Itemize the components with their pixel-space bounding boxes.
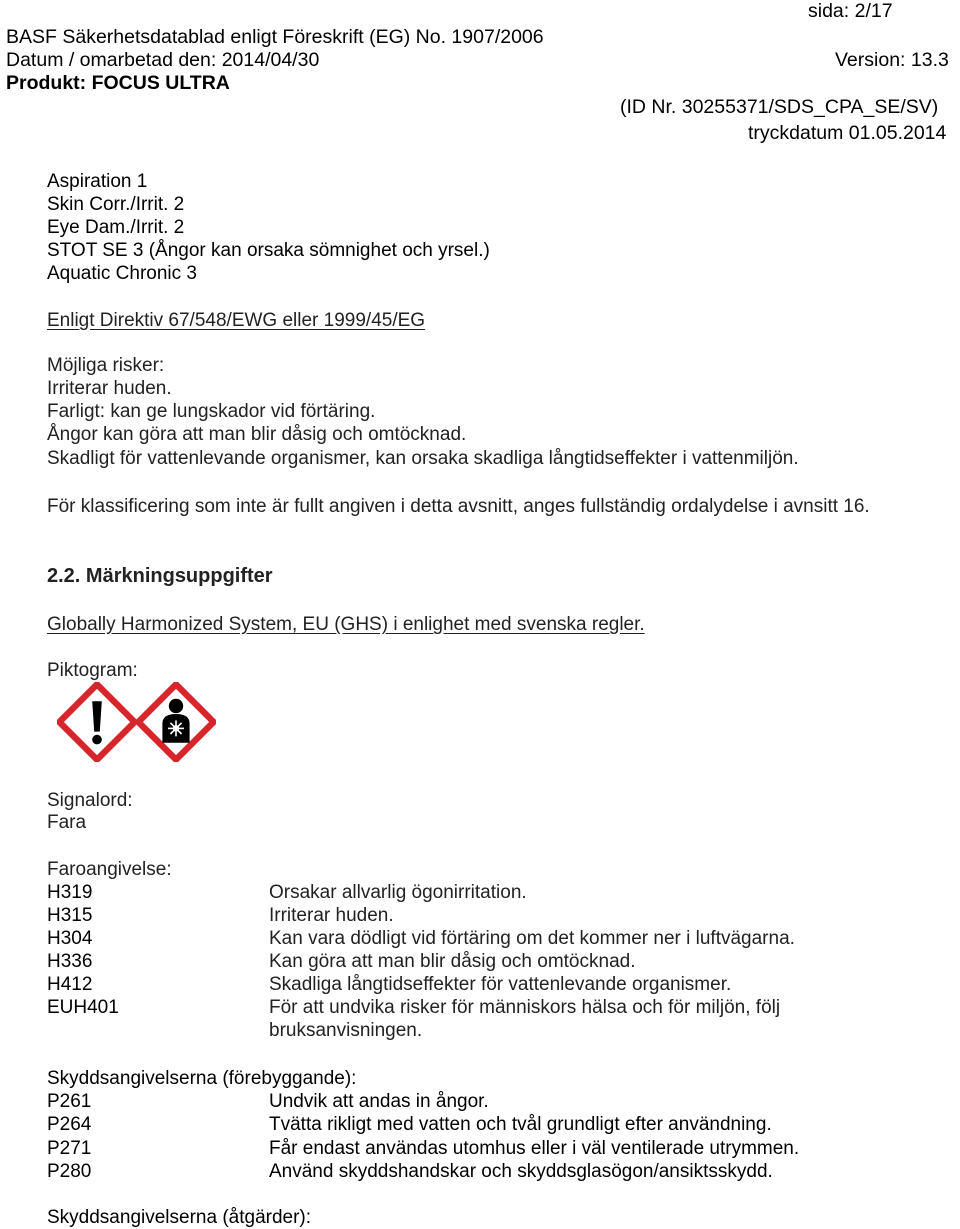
hazard-text: Kan göra att man blir dåsig och omtöcknad. (269, 951, 636, 972)
exclamation-mark-icon (57, 682, 137, 762)
hazard-code: H315 (47, 905, 93, 926)
product-name: FOCUS ULTRA (91, 72, 230, 94)
hazard-text: För att undvika risker för människors hälsa och för miljön, följ (269, 997, 781, 1018)
signal-label: Signalord: (47, 790, 133, 811)
ghs-heading: Globally Harmonized System, EU (GHS) i enlighet med svenska regler. (47, 614, 645, 635)
classification-line: STOT SE 3 (Ångor kan orsaka sömnighet och yrsel.) (47, 240, 490, 261)
risk-line: Skadligt för vattenlevande organismer, kan orsaka skadliga långtidseffekter i vattenmiljön. (47, 448, 799, 469)
precaution-text: Får endast användas utomhus eller i väl ventilerade utrymmen. (269, 1138, 800, 1159)
hazard-code: EUH401 (47, 997, 119, 1018)
precaution-code: P261 (47, 1091, 92, 1112)
revision-date: Datum / omarbetad den: 2014/04/30 (6, 49, 320, 71)
precaution-text: Undvik att andas in ångor. (269, 1091, 489, 1112)
directive-heading: Enligt Direktiv 67/548/EWG eller 1999/45/EG (47, 310, 426, 331)
precaution-code: P271 (47, 1138, 92, 1159)
risk-line: Ångor kan göra att man blir dåsig och omtöcknad. (47, 424, 467, 445)
signal-word: Fara (47, 812, 87, 833)
classification-line: Eye Dam./Irrit. 2 (47, 217, 185, 238)
product-label: Produkt: (6, 72, 87, 94)
section-title: 2.2. Märkningsuppgifter (47, 565, 273, 587)
precaution-code: P264 (47, 1114, 92, 1135)
print-date: tryckdatum 01.05.2014 (748, 122, 947, 144)
hazard-code: H304 (47, 928, 93, 949)
version: Version: 13.3 (835, 49, 949, 71)
classification-note: För klassificering som inte är fullt angiven i detta avsnitt, anges fullständig ordalydelse i avnsitt 16. (47, 496, 870, 517)
health-hazard-icon (136, 682, 216, 762)
risk-line: Farligt: kan ge lungskador vid förtäring. (47, 401, 376, 422)
prevention-label: Skyddsangivelserna (förebyggande): (47, 1068, 357, 1089)
response-label: Skyddsangivelserna (åtgärder): (47, 1207, 312, 1228)
precaution-text: Tvätta rikligt med vatten och tvål grundligt efter användning. (269, 1114, 772, 1135)
risks-label: Möjliga risker: (47, 355, 165, 376)
pictogram-label: Piktogram: (47, 660, 138, 681)
hazard-label: Faroangivelse: (47, 859, 172, 880)
hazard-text: Skadliga långtidseffekter för vattenlevande organismer. (269, 974, 732, 995)
hazard-text: Kan vara dödligt vid förtäring om det kommer ner i luftvägarna. (269, 928, 795, 949)
hazard-text: Orsakar allvarlig ögonirritation. (269, 882, 527, 903)
classification-line: Aquatic Chronic 3 (47, 263, 197, 284)
hazard-code: H412 (47, 974, 93, 995)
classification-line: Skin Corr./Irrit. 2 (47, 194, 185, 215)
hazard-code: H336 (47, 951, 93, 972)
precaution-text: Använd skyddshandskar och skyddsglasögon/ansiktsskydd. (269, 1161, 773, 1182)
document-title: BASF Säkerhetsdatablad enligt Föreskrift (EG) No. 1907/2006 (6, 26, 544, 48)
document-id: (ID Nr. 30255371/SDS_CPA_SE/SV) (620, 96, 939, 118)
page-number: sida: 2/17 (808, 0, 893, 22)
product-line (6, 72, 230, 95)
hazard-text-continued: bruksanvisningen. (269, 1020, 423, 1041)
hazard-text: Irriterar huden. (269, 905, 394, 926)
classification-line: Aspiration 1 (47, 171, 148, 192)
hazard-code: H319 (47, 882, 93, 903)
risk-line: Irriterar huden. (47, 378, 172, 399)
precaution-code: P280 (47, 1161, 92, 1182)
